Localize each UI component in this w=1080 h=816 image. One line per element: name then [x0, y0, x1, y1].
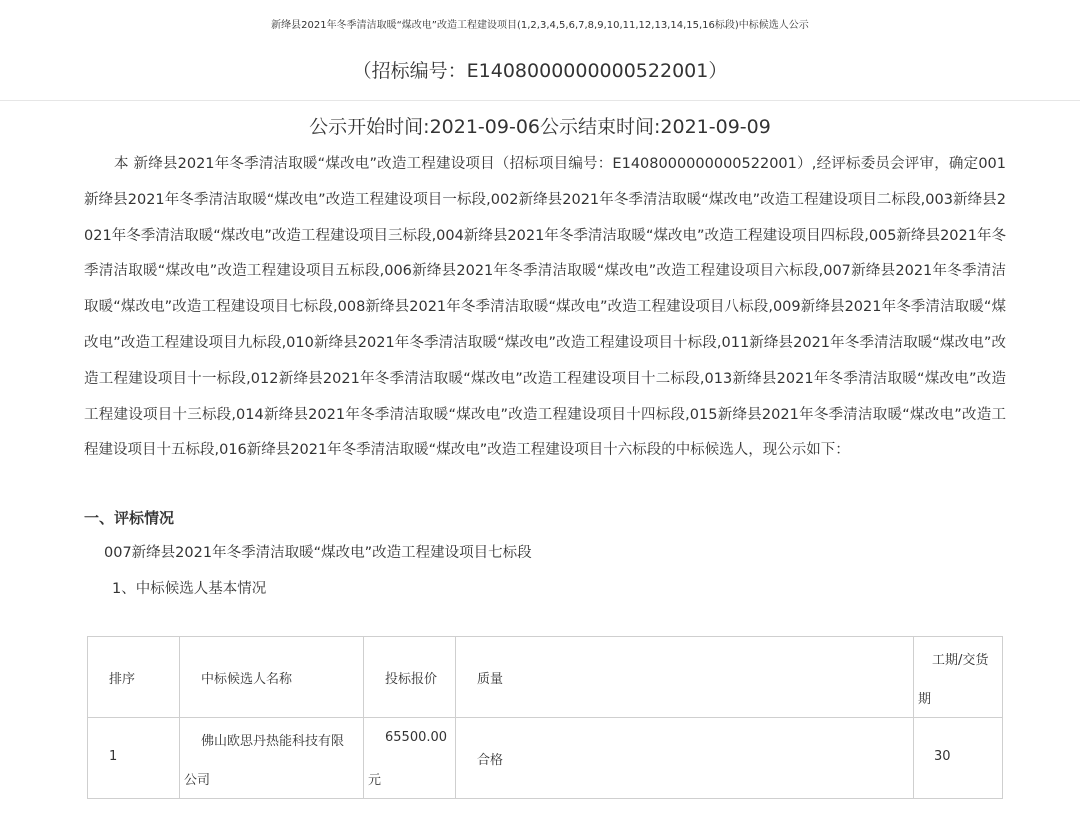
table-row: [88, 718, 1003, 799]
candidate-table: [87, 636, 1003, 799]
header-rank: 排序: [109, 672, 136, 687]
header-period-cont: 期: [918, 692, 932, 707]
subsection-title: 1、中标候选人基本情况: [112, 581, 267, 597]
header-quality: 质量: [477, 672, 504, 687]
table-header-row: [88, 637, 1003, 718]
header-period: 工期/交货: [932, 653, 989, 668]
row-name: 佛山欧思丹热能科技有限: [201, 734, 345, 749]
publish-time: 公示开始时间:2021-09-06公示结束时间:2021-09-09: [309, 116, 771, 138]
row-period: 30: [934, 749, 951, 764]
row-price: 65500.00: [385, 730, 448, 745]
header-name: 中标候选人名称: [201, 672, 293, 687]
page-title: 新绛县2021年冬季清洁取暖“煤改电”改造工程建设项目(1,2,3,4,5,6,7,8,9,10,11,12,13,14,15,16标段)中标候选人公示: [271, 20, 809, 31]
intro-paragraph: 本 新绛县2021年冬季清洁取暖“煤改电”改造工程建设项目（招标项目编号：E1408000000000522001）,经评标委员会评审，确定001新绛县2021年冬季清洁取暖“煤改电”改造工程建设项目一标段,002新绛县2021年冬季清洁取暖“煤改电”改造工程建设项目二标段,003新绛县2021年冬季清洁取暖“煤改电”改造工程建设项目三标段,004新绛县2021年冬季清洁取暖“煤改电”改造工程建设项目四标段,005新绛县2021年冬季清洁取暖“煤改电”改造工程建设项目五标段,006新绛县2021年冬季清洁取暖“煤改电”改造工程建设项目六标段,007新绛县2021年冬季清洁取暖“煤改电”改造工程建设项目七标段,008新绛县2021年冬季清洁取暖“煤改电”改造工程建设项目八标段,009新绛县2021年冬季清洁取暖“煤改电”改造工程建设项目九标段,010新绛县2021年冬季清洁取暖“煤改电”改造工程建设项目十标段,011新绛县2021年冬季清洁取暖“煤改电”改造工程建设项目十一标段,012新绛县2021年冬季清洁取暖“煤改电”改造工程建设项目十二标段,013新绛县2021年冬季清洁取暖“煤改电”改造工程建设项目十三标段,014新绛县2021年冬季清洁取暖“煤改电”改造工程建设项目十四标段,015新绛县2021年冬季清洁取暖“煤改电”改造工程建设项目十五标段,016新绛县2021年冬季清洁取暖“煤改电”改造工程建设项目十六标段的中标候选人，现公示如下：: [84, 156, 1006, 459]
divider: [0, 100, 1080, 101]
header-price: 投标报价: [385, 672, 438, 687]
tender-number: （招标编号：E1408000000000522001）: [352, 60, 728, 82]
row-rank: 1: [109, 749, 118, 764]
lot-title: 007新绛县2021年冬季清洁取暖“煤改电”改造工程建设项目七标段: [104, 545, 532, 561]
section-heading: 一、评标情况: [84, 509, 175, 527]
row-name-cont: 公司: [184, 773, 211, 788]
row-quality: 合格: [477, 753, 504, 768]
row-price-unit: 元: [368, 773, 382, 788]
